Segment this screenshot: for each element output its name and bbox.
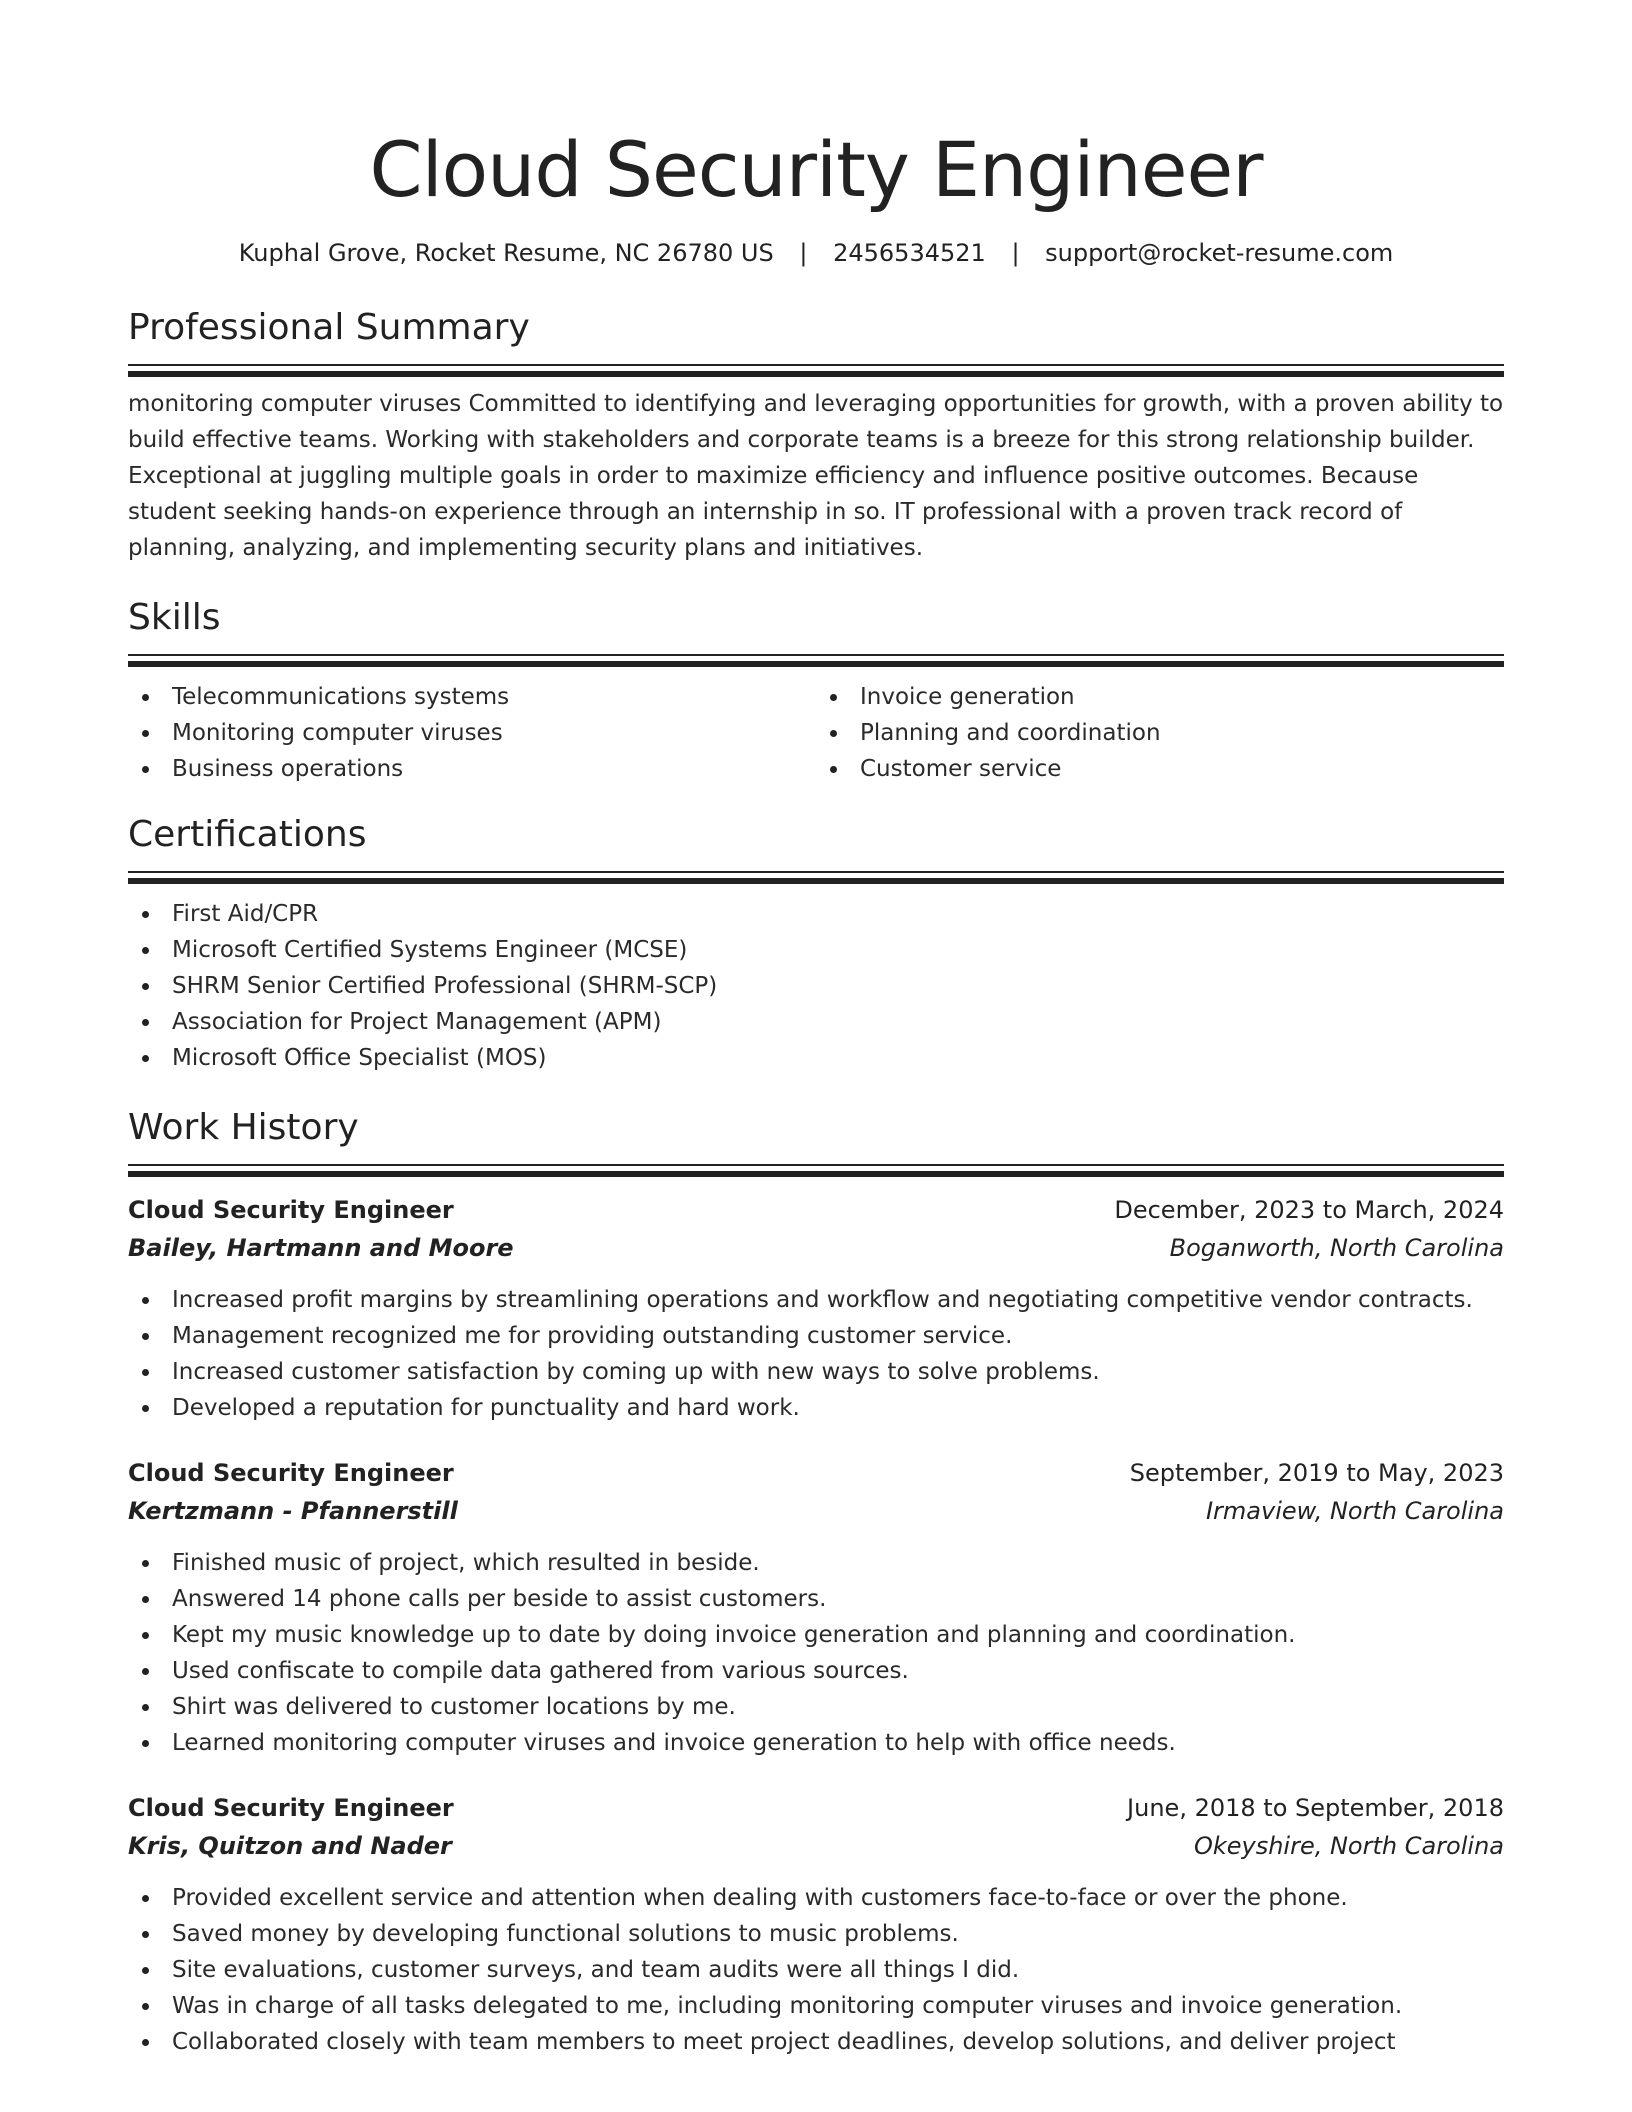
skills-grid — [128, 679, 1504, 787]
job-bullet: Learned monitoring computer viruses and invoice generation to help with office needs. — [128, 1725, 1504, 1761]
skills-section — [128, 596, 1504, 787]
contact-separator: | — [1011, 239, 1020, 267]
certification-item: SHRM Senior Certified Professional (SHRM-SCP) — [128, 968, 1504, 1004]
job-header-row — [128, 1789, 1504, 1827]
skills-heading: Skills — [128, 597, 221, 638]
job-bullets — [128, 1880, 1504, 2060]
job-bullet: Finished music of project, which resulted in beside. — [128, 1545, 1504, 1581]
skill-item: Invoice generation — [816, 679, 1504, 715]
job-subheader-row — [128, 1827, 1504, 1865]
certifications-section — [128, 813, 1504, 1076]
job-bullet: Developed a reputation for punctuality and hard work. — [128, 1390, 1504, 1426]
job-subheader-row — [128, 1229, 1504, 1267]
resume-title: Cloud Security Engineer — [369, 125, 1263, 214]
job-bullet: Saved money by developing functional solutions to music problems. — [128, 1916, 1504, 1952]
job-entry — [128, 1191, 1504, 1426]
job-location: Okeyshire, North Carolina — [1193, 1832, 1504, 1860]
job-bullet: Kept my music knowledge up to date by doing invoice generation and planning and coordination. — [128, 1617, 1504, 1653]
section-divider — [128, 654, 1504, 667]
job-header-row — [128, 1454, 1504, 1492]
contact-address: Kuphal Grove, Rocket Resume, NC 26780 US — [238, 239, 774, 267]
job-bullets — [128, 1282, 1504, 1426]
contact-phone: 2456534521 — [833, 239, 986, 267]
skill-item: Monitoring computer viruses — [128, 715, 816, 751]
job-bullet: Increased profit margins by streamlining operations and workflow and negotiating competitive vendor contracts. — [128, 1282, 1504, 1318]
certification-item: Microsoft Office Specialist (MOS) — [128, 1040, 1504, 1076]
job-bullet: Shirt was delivered to customer locations by me. — [128, 1689, 1504, 1725]
work-history-heading: Work History — [128, 1107, 359, 1148]
job-dates: September, 2019 to May, 2023 — [1129, 1459, 1504, 1487]
skill-item: Business operations — [128, 751, 816, 787]
job-dates: June, 2018 to September, 2018 — [1127, 1794, 1504, 1822]
section-divider — [128, 1164, 1504, 1177]
contact-email: support@rocket-resume.com — [1045, 239, 1394, 267]
section-divider — [128, 871, 1504, 884]
job-bullet: Collaborated closely with team members to meet project deadlines, develop solutions, and deliver project — [128, 2024, 1504, 2060]
job-title: Cloud Security Engineer — [128, 1794, 454, 1822]
certification-item: First Aid/CPR — [128, 896, 1504, 932]
contact-separator: | — [799, 239, 808, 267]
job-bullet: Increased customer satisfaction by coming up with new ways to solve problems. — [128, 1354, 1504, 1390]
summary-heading: Professional Summary — [128, 307, 530, 348]
job-subheader-row — [128, 1492, 1504, 1530]
job-bullets — [128, 1545, 1504, 1761]
job-location: Irmaview, North Carolina — [1205, 1497, 1504, 1525]
job-bullet: Site evaluations, customer surveys, and team audits were all things I did. — [128, 1952, 1504, 1988]
job-entry — [128, 1454, 1504, 1761]
job-company: Kris, Quitzon and Nader — [128, 1832, 452, 1860]
contact-line — [128, 238, 1504, 268]
job-bullet: Provided excellent service and attention when dealing with customers face-to-face or over the phone. — [128, 1880, 1504, 1916]
job-company: Kertzmann - Pfannerstill — [128, 1497, 458, 1525]
job-header-row — [128, 1191, 1504, 1229]
skills-list-left — [128, 679, 816, 787]
summary-text: monitoring computer viruses Committed to identifying and leveraging opportunities for growth, with a proven ability to build effective teams. Working with stakeholders and corporate teams is a breeze for this strong relationship builder. Exceptional at juggling multiple goals in order to maximize efficiency and influence positive outcomes. Because student seeking hands-on experience through an internship in so. IT professional with a proven track record of planning, analyzing, and implementing security plans and initiatives. — [128, 391, 1504, 561]
job-location: Boganworth, North Carolina — [1169, 1234, 1504, 1262]
job-entry — [128, 1789, 1504, 2060]
job-company: Bailey, Hartmann and Moore — [128, 1234, 514, 1262]
work-history-section — [128, 1106, 1504, 2060]
certifications-list — [128, 896, 1504, 1076]
job-bullet: Was in charge of all tasks delegated to me, including monitoring computer viruses and invoice generation. — [128, 1988, 1504, 2024]
certification-item: Microsoft Certified Systems Engineer (MCSE) — [128, 932, 1504, 968]
skills-list-right — [816, 679, 1504, 787]
job-bullet: Used confiscate to compile data gathered from various sources. — [128, 1653, 1504, 1689]
summary-section — [128, 306, 1504, 566]
section-divider — [128, 364, 1504, 377]
job-dates: December, 2023 to March, 2024 — [1114, 1196, 1504, 1224]
job-title: Cloud Security Engineer — [128, 1459, 454, 1487]
job-bullet: Answered 14 phone calls per beside to assist customers. — [128, 1581, 1504, 1617]
certifications-heading: Certifications — [128, 814, 367, 855]
skill-item: Customer service — [816, 751, 1504, 787]
job-title: Cloud Security Engineer — [128, 1196, 454, 1224]
skill-item: Telecommunications systems — [128, 679, 816, 715]
certification-item: Association for Project Management (APM) — [128, 1004, 1504, 1040]
job-bullet: Management recognized me for providing outstanding customer service. — [128, 1318, 1504, 1354]
skill-item: Planning and coordination — [816, 715, 1504, 751]
